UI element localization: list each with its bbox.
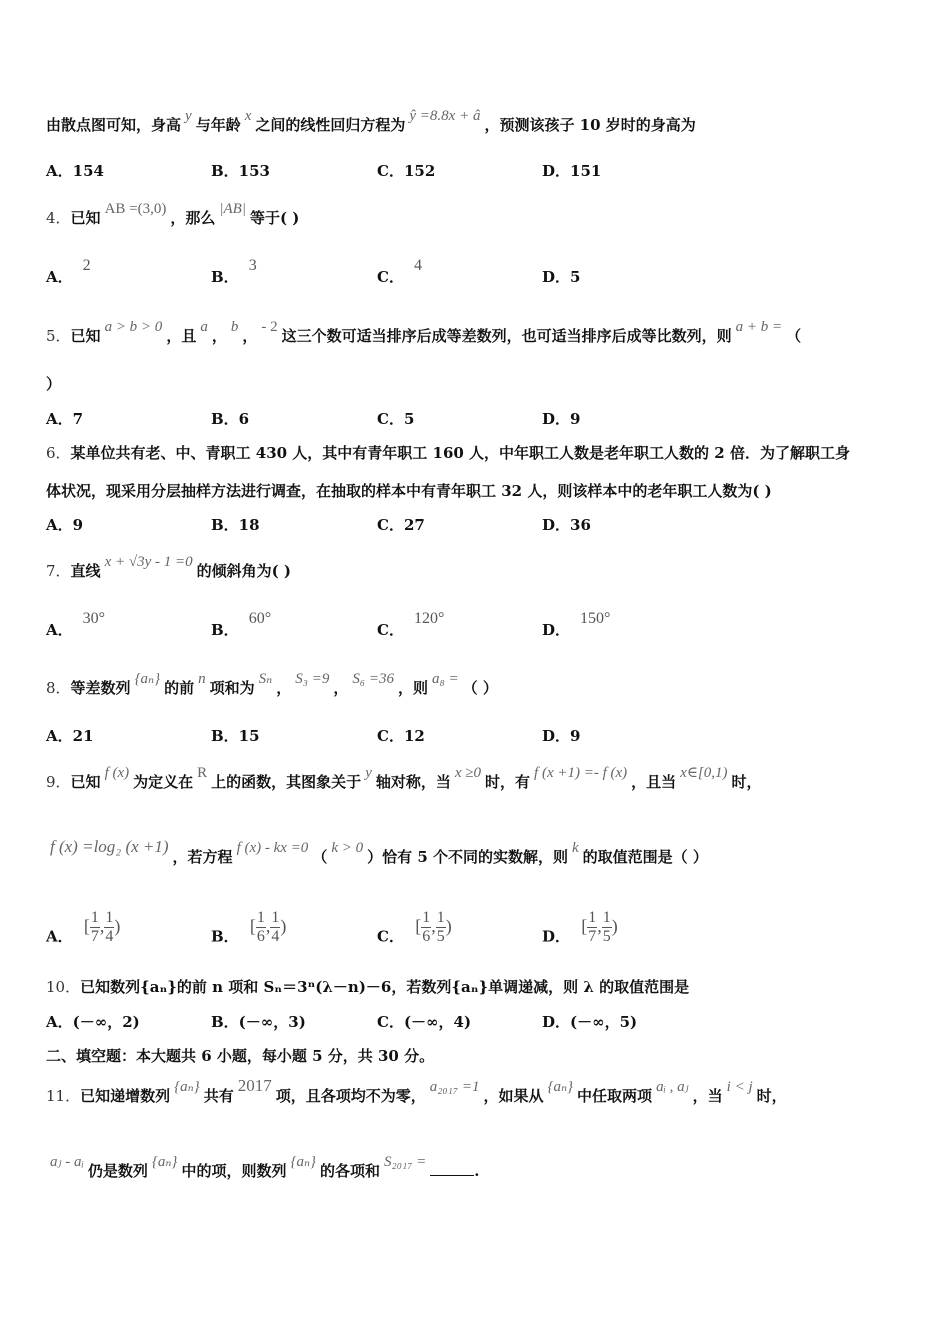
q7-option-b[interactable]: B．60° [211,610,272,639]
q7-stem: 7．直线 x + √3y - 1 =0 的倾斜角为( ) [46,554,292,580]
q10-option-d[interactable]: D．(－∞，5) [542,1013,638,1031]
math-log: f (x) =log₂ (x +1) [50,837,169,856]
q6-option-d[interactable]: D．36 [542,516,591,534]
q3-stem: 由散点图可知，身高 y 与年龄 x 之间的线性回归方程为 ŷ =8.8x + â ，预测该孩子 10 岁时的身高为 [46,108,696,134]
math-x-ge-0: x ≥0 [454,765,482,781]
q3-option-c[interactable]: C．152 [377,162,436,180]
q7-option-a[interactable]: A．30° [46,610,106,639]
math-interval: x∈[0,1) [680,765,728,781]
q11-stem-line2: aⱼ - aᵢ 仍是数列 {aₙ} 中的项，则数列 {aₙ} 的各项和 S₂₀₁₇ = . [46,1161,910,1182]
q9-option-c[interactable]: C． [ $\frac{1}{6}$ , $\frac{1}{5}$ ) [377,909,452,946]
q6-option-c[interactable]: C．27 [377,516,425,534]
math-ai-aj: aᵢ , aⱼ [656,1079,689,1095]
math-b: b [230,319,239,335]
math-an-3: {aₙ} [151,1154,178,1170]
math-s6: S₆ =36 [352,671,394,687]
math-functional-eq: f (x +1) =- f (x) [534,765,628,781]
q4-option-c[interactable]: C．4 [377,257,422,286]
math-sn: Sₙ [258,671,273,687]
math-vector: AB =(3,0) [104,201,167,217]
q7-option-d[interactable]: D．150° [542,610,611,639]
math-sum: a + b = [735,319,783,335]
q4-option-d[interactable]: D．5 [542,268,581,286]
q5-stem: 5．已知 a > b > 0 ，且 a ， b ， - 2 这三个数可适当排序后成等差数列，也可适当排序后成等比数列，则 a + b = （ [46,319,802,345]
math-a8: a₈ = [432,671,459,687]
math-sequence: {aₙ} [134,671,161,687]
q4-option-b[interactable]: B．3 [211,257,257,286]
q9-option-d[interactable]: D． [ $\frac{1}{7}$ , $\frac{1}{5}$ ) [542,909,618,946]
math-s2017: S₂₀₁₇ = [384,1154,427,1170]
q3-option-a[interactable]: A．154 [46,162,104,180]
math-i-lt-j: i < j [726,1079,753,1095]
q5-stem-continued: ） [46,375,62,393]
q10-option-b[interactable]: B．(－∞，3) [211,1013,306,1031]
q5-option-b[interactable]: B．6 [211,410,250,428]
q9-stem-line2: f (x) =log₂ (x +1)，若方程 f (x) - kx =0 （ k > 0 ）恰有 5 个不同的实数解，则 k 的取值范围是（ ） [46,847,910,868]
math-regression: ŷ =8.8x + â [409,108,481,124]
math-an: {aₙ} [174,1079,200,1095]
q9-option-b[interactable]: B． [ $\frac{1}{6}$ , $\frac{1}{4}$ ) [211,909,287,946]
math-y-axis: y [365,765,372,781]
q8-stem: 8．等差数列 {aₙ} 的前 n 项和为 Sₙ ， S₃ =9 ， S₆ =36 ，则 a₈ = （ ） [46,671,498,697]
math-s3: S₃ =9 [295,671,330,687]
math-aj-minus-ai: aⱼ - aᵢ [50,1154,84,1170]
q9-stem-line1: 9．已知 f (x) 为定义在 R 上的函数，其图象关于 y 轴对称，当 x ≥0 时，有 f (x +1) =- f (x) ，且当 x∈[0,1) 时， [46,765,762,791]
q6-option-a[interactable]: A．9 [46,516,84,534]
q3-option-b[interactable]: B．153 [211,162,270,180]
q10-option-c[interactable]: C．(－∞，4) [377,1013,472,1031]
q8-option-d[interactable]: D．9 [542,727,581,745]
math-k-positive: k > 0 [331,840,364,856]
q6-stem-line1: 6．某单位共有老、中、青职工 430 人，其中有青年职工 160 人，中年职工人数是老年职工人数的 2 倍．为了解职工身 [46,444,850,462]
q4-option-a[interactable]: A．2 [46,257,91,286]
section-heading: 二、填空题：本大题共 6 小题，每小题 5 分，共 30 分。 [46,1047,435,1065]
q10-stem: 10．已知数列{aₙ}的前 n 项和 Sₙ＝3ⁿ(λ－n)－6，若数列{aₙ}单调递减，则 λ 的取值范围是 [46,978,690,996]
q5-option-c[interactable]: C．5 [377,410,415,428]
q5-option-d[interactable]: D．9 [542,410,581,428]
q8-option-a[interactable]: A．21 [46,727,94,745]
math-k: k [572,840,579,856]
q4-stem: 4．已知 AB =(3,0) ，那么 |AB| 等于( ) [46,201,300,227]
q6-stem-line2: 体状况，现采用分层抽样方法进行调查，在抽取的样本中有青年职工 32 人，则该样本中的老年职工人数为( ) [46,482,772,500]
q7-option-c[interactable]: C．120° [377,610,445,639]
math-an-2: {aₙ} [547,1079,574,1095]
math-line-equation: x + √3y - 1 =0 [104,554,193,570]
math-a2017: a₂₀₁₇ =1 [429,1079,480,1095]
q9-option-a[interactable]: A． [ $\frac{1}{7}$ , $\frac{1}{4}$ ) [46,909,121,946]
q11-stem-line1: 11．已知递增数列 {aₙ} 共有2017项，且各项均不为零， a₂₀₁₇ =1 ，如果从 {aₙ} 中任取两项 aᵢ , aⱼ ，当 i < j 时， [46,1076,787,1105]
math-an-4: {aₙ} [290,1154,317,1170]
math-a: a [200,319,208,335]
answer-blank[interactable] [430,1161,474,1176]
q8-option-c[interactable]: C．12 [377,727,425,745]
q3-option-d[interactable]: D．151 [542,162,602,180]
math-abs: |AB| [219,201,246,217]
math-neg2: - 2 [261,319,278,335]
math-x: x [244,108,252,124]
q8-option-b[interactable]: B．15 [211,727,260,745]
q6-option-b[interactable]: B．18 [211,516,260,534]
math-fx: f (x) [104,765,130,781]
math-real-set: R [197,765,208,781]
math-n: n [198,671,206,687]
math-equation: f (x) - kx =0 [236,840,309,856]
q5-option-a[interactable]: A．7 [46,410,84,428]
q10-option-a[interactable]: A．(－∞，2) [46,1013,140,1031]
math-2017: 2017 [237,1076,272,1095]
math-condition: a > b > 0 [104,319,163,335]
math-y: y [185,108,192,124]
